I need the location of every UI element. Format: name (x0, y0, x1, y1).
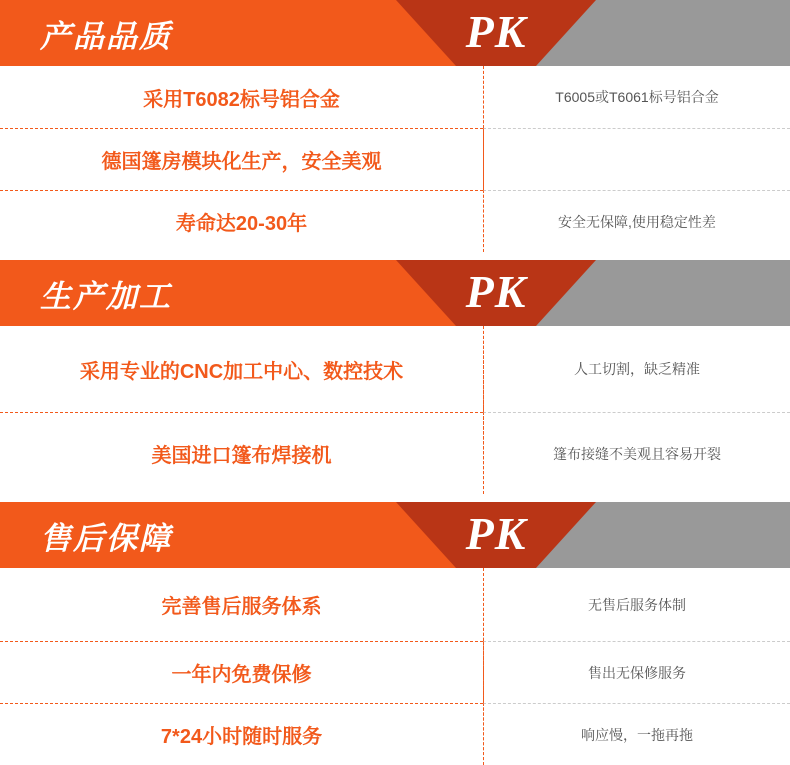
competitor-cell (483, 128, 790, 190)
comparison-rows (0, 326, 790, 494)
section-header-band (0, 502, 790, 568)
our-advantage-cell: 7*24小时随时服务 (0, 703, 483, 765)
our-advantage-cell: 一年内免费保修 (0, 641, 483, 703)
table-row (0, 568, 790, 641)
band-right (483, 502, 790, 568)
pk-label: PK (465, 508, 527, 559)
table-row (0, 326, 790, 412)
band-right (483, 0, 790, 66)
competitor-cell: 售出无保修服务 (483, 641, 790, 703)
our-advantage-cell: 美国进口篷布焊接机 (0, 412, 483, 494)
band-right (483, 260, 790, 326)
our-advantage-cell: 采用专业的CNC加工中心、数控技术 (79, 360, 404, 383)
band-left (0, 502, 483, 568)
competitor-cell: 人工切割，缺乏精准 (483, 326, 790, 412)
table-row (0, 703, 790, 765)
pk-label: PK (465, 6, 527, 57)
band-left (0, 260, 483, 326)
section-gap (0, 494, 790, 502)
table-row (0, 412, 790, 494)
competitor-cell: 安全无保障,使用稳定性差 (483, 190, 790, 252)
our-advantage-cell: 采用T6082标号铝合金 (143, 88, 340, 111)
table-row (0, 641, 790, 703)
our-advantage-cell: 完善售后服务体系 (161, 596, 322, 618)
competitor-cell: 响应慢，一拖再拖 (483, 703, 790, 765)
our-advantage-cell: 德国篷房模块化生产，安全美观 (0, 128, 483, 190)
section-title: 售后保障 (40, 520, 172, 556)
section-manufacturing (0, 260, 790, 494)
comparison-rows (0, 66, 790, 252)
section-product-quality (0, 0, 790, 252)
our-advantage-cell: 寿命达20-30年 (0, 190, 483, 252)
comparison-rows (0, 568, 790, 765)
table-row (0, 66, 790, 128)
competitor-cell: 无售后服务体制 (483, 568, 790, 641)
pk-label: PK (465, 266, 527, 317)
section-gap (0, 252, 790, 260)
table-row (0, 190, 790, 252)
section-title: 生产加工 (40, 278, 172, 314)
table-row (0, 128, 790, 190)
section-header-band (0, 260, 790, 326)
competitor-cell: 篷布接缝不美观且容易开裂 (483, 412, 790, 494)
competitor-cell: T6005或T6061标号铝合金 (483, 66, 790, 128)
section-after-sales (0, 502, 790, 765)
band-left (0, 0, 483, 66)
section-title: 产品品质 (40, 18, 172, 54)
section-header-band (0, 0, 790, 66)
